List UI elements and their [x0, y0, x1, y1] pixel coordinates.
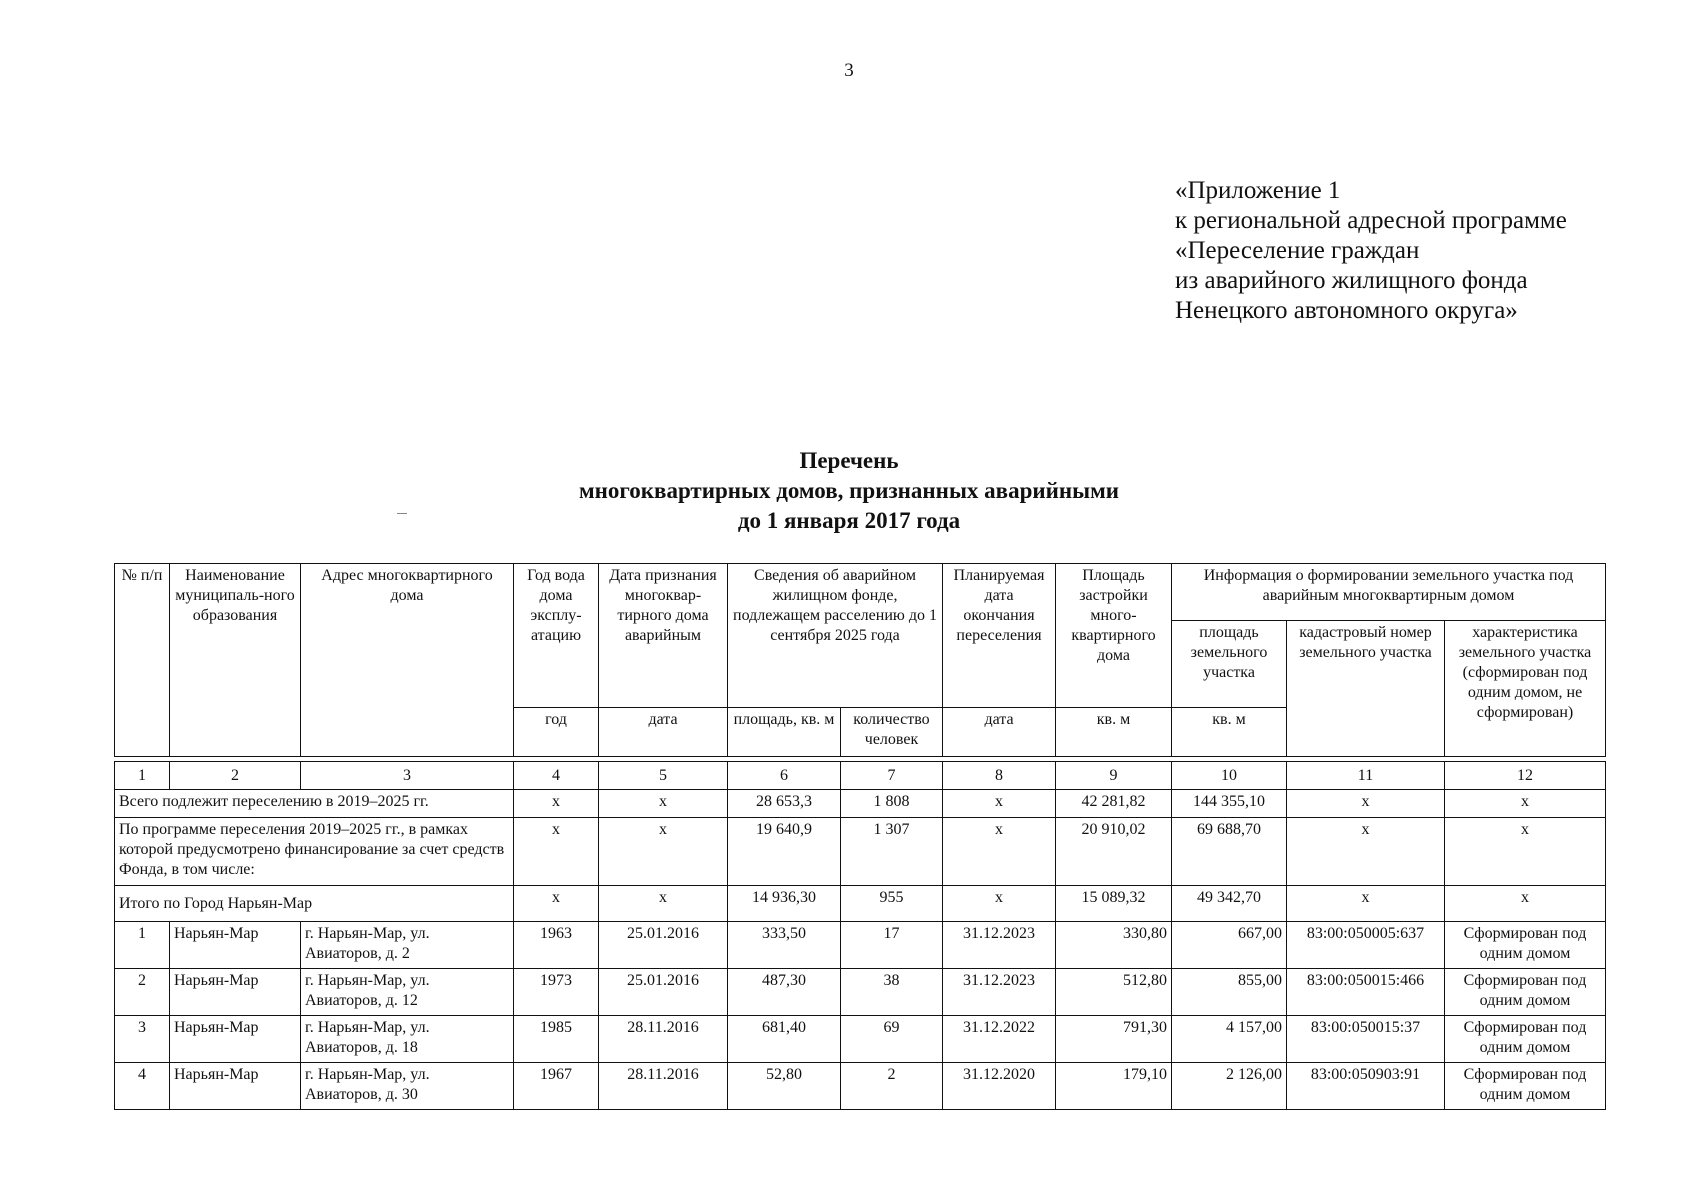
header-planned-end: Планируемая дата окончания переселения — [943, 564, 1056, 708]
header-year: Год вода дома эксплу-атацию — [514, 564, 599, 708]
header-land-info: Информация о формировании земельного участка под аварийным многоквартирным домом — [1172, 564, 1606, 621]
row-end: 31.12.2023 — [943, 969, 1056, 1016]
row-municipality: Нарьян-Мар — [170, 969, 301, 1016]
row-build: 179,10 — [1056, 1063, 1172, 1110]
row-land: 2 126,00 — [1172, 1063, 1287, 1110]
row-number: 1 — [115, 922, 170, 969]
row-char: Сформирован под одним домом — [1445, 969, 1606, 1016]
row-area: 333,50 — [728, 922, 841, 969]
total-end: х — [943, 886, 1056, 922]
title-line: до 1 января 2017 года — [737, 508, 961, 533]
total-row — [115, 818, 1606, 886]
row-year: 1985 — [514, 1016, 599, 1063]
total-cad: х — [1287, 818, 1445, 886]
header-housing-info: Сведения об аварийном жилищном фонде, подлежащем расселению до 1 сентября 2025 года — [728, 564, 943, 708]
row-end: 31.12.2020 — [943, 1063, 1056, 1110]
total-char: х — [1445, 886, 1606, 922]
total-date: х — [599, 818, 728, 886]
appendix-line: Ненецкого автономного округа» — [1175, 297, 1518, 324]
row-char: Сформирован под одним домом — [1445, 1063, 1606, 1110]
row-address: г. Нарьян-Мар, ул. Авиаторов, д. 2 — [301, 922, 514, 969]
header-municipality: Наименование муниципаль-ного образования — [170, 564, 301, 757]
unit-end-date: дата — [943, 708, 1056, 757]
row-char: Сформирован под одним домом — [1445, 922, 1606, 969]
total-build: 15 089,32 — [1056, 886, 1172, 922]
total-land: 49 342,70 — [1172, 886, 1287, 922]
unit-people: количество человек — [841, 708, 943, 757]
row-year: 1967 — [514, 1063, 599, 1110]
total-row — [115, 886, 1606, 922]
total-char: х — [1445, 790, 1606, 818]
total-label: Итого по Город Нарьян-Мар — [115, 886, 514, 922]
appendix-line: «Переселение граждан — [1175, 237, 1420, 264]
row-cadastral: 83:00:050903:91 — [1287, 1063, 1445, 1110]
column-number: 9 — [1056, 762, 1172, 790]
row-area: 487,30 — [728, 969, 841, 1016]
title-line: Перечень — [799, 448, 899, 473]
column-number: 6 — [728, 762, 841, 790]
emergency-housing-table — [114, 563, 1606, 1110]
appendix-line: к региональной адресной программе — [1175, 207, 1567, 234]
unit-date: дата — [599, 708, 728, 757]
total-cad: х — [1287, 790, 1445, 818]
table-row — [115, 922, 1606, 969]
row-address: г. Нарьян-Мар, ул. Авиаторов, д. 12 — [301, 969, 514, 1016]
total-land: 69 688,70 — [1172, 818, 1287, 886]
header-row — [115, 564, 1606, 621]
header-num: № п/п — [115, 564, 170, 757]
column-number: 2 — [170, 762, 301, 790]
total-year: х — [514, 790, 599, 818]
total-build: 42 281,82 — [1056, 790, 1172, 818]
row-build: 791,30 — [1056, 1016, 1172, 1063]
column-number: 8 — [943, 762, 1056, 790]
column-number-row — [115, 762, 1606, 790]
total-people: 1 808 — [841, 790, 943, 818]
scan-artifact — [397, 513, 407, 514]
table-row — [115, 1016, 1606, 1063]
row-year: 1963 — [514, 922, 599, 969]
row-people: 17 — [841, 922, 943, 969]
header-land-char: характеристика земельного участка (сформирован под одним домом, не сформирован) — [1445, 621, 1606, 757]
total-date: х — [599, 886, 728, 922]
total-row — [115, 790, 1606, 818]
table-row — [115, 969, 1606, 1016]
total-area: 19 640,9 — [728, 818, 841, 886]
row-municipality: Нарьян-Мар — [170, 1063, 301, 1110]
row-area: 52,80 — [728, 1063, 841, 1110]
row-build: 330,80 — [1056, 922, 1172, 969]
header-recognition-date: Дата признания многоквар-тирного дома аварийным — [599, 564, 728, 708]
total-end: х — [943, 818, 1056, 886]
unit-land-area: кв. м — [1172, 708, 1287, 757]
unit-build-area: кв. м — [1056, 708, 1172, 757]
title-line: многоквартирных домов, признанных аварийными — [578, 478, 1119, 503]
total-char: х — [1445, 818, 1606, 886]
column-number: 5 — [599, 762, 728, 790]
column-number: 12 — [1445, 762, 1606, 790]
row-address: г. Нарьян-Мар, ул. Авиаторов, д. 30 — [301, 1063, 514, 1110]
row-date: 28.11.2016 — [599, 1016, 728, 1063]
row-people: 69 — [841, 1016, 943, 1063]
row-address: г. Нарьян-Мар, ул. Авиаторов, д. 18 — [301, 1016, 514, 1063]
row-land: 667,00 — [1172, 922, 1287, 969]
row-number: 4 — [115, 1063, 170, 1110]
row-number: 3 — [115, 1016, 170, 1063]
row-land: 855,00 — [1172, 969, 1287, 1016]
column-number: 3 — [301, 762, 514, 790]
total-land: 144 355,10 — [1172, 790, 1287, 818]
total-build: 20 910,02 — [1056, 818, 1172, 886]
total-end: х — [943, 790, 1056, 818]
row-number: 2 — [115, 969, 170, 1016]
row-end: 31.12.2023 — [943, 922, 1056, 969]
unit-area: площадь, кв. м — [728, 708, 841, 757]
row-cadastral: 83:00:050015:37 — [1287, 1016, 1445, 1063]
total-area: 28 653,3 — [728, 790, 841, 818]
column-number: 7 — [841, 762, 943, 790]
total-people: 1 307 — [841, 818, 943, 886]
row-char: Сформирован под одним домом — [1445, 1016, 1606, 1063]
row-date: 28.11.2016 — [599, 1063, 728, 1110]
total-date: х — [599, 790, 728, 818]
header-land-area: площадь земельного участка — [1172, 621, 1287, 708]
page-number: 3 — [844, 60, 854, 81]
row-end: 31.12.2022 — [943, 1016, 1056, 1063]
header-cadastral: кадастровый номер земельного участка — [1287, 621, 1445, 757]
total-label: Всего подлежит переселению в 2019–2025 гг. — [115, 790, 514, 818]
row-land: 4 157,00 — [1172, 1016, 1287, 1063]
appendix-line: «Приложение 1 — [1175, 177, 1341, 204]
appendix-note — [1175, 176, 1567, 326]
row-people: 2 — [841, 1063, 943, 1110]
row-year: 1973 — [514, 969, 599, 1016]
row-municipality: Нарьян-Мар — [170, 1016, 301, 1063]
row-municipality: Нарьян-Мар — [170, 922, 301, 969]
column-number: 4 — [514, 762, 599, 790]
row-build: 512,80 — [1056, 969, 1172, 1016]
column-number: 11 — [1287, 762, 1445, 790]
total-year: х — [514, 886, 599, 922]
total-area: 14 936,30 — [728, 886, 841, 922]
header-build-area: Площадь застройки много-квартирного дома — [1056, 564, 1172, 708]
column-number: 1 — [115, 762, 170, 790]
row-date: 25.01.2016 — [599, 922, 728, 969]
appendix-line: из аварийного жилищного фонда — [1175, 267, 1528, 294]
row-area: 681,40 — [728, 1016, 841, 1063]
header-address: Адрес многоквартирного дома — [301, 564, 514, 757]
row-date: 25.01.2016 — [599, 969, 728, 1016]
total-cad: х — [1287, 886, 1445, 922]
total-people: 955 — [841, 886, 943, 922]
total-label: По программе переселения 2019–2025 гг., в рамках которой предусмотрено финансирование за счет средств Фонда, в том числе: — [115, 818, 514, 886]
total-year: х — [514, 818, 599, 886]
row-cadastral: 83:00:050005:637 — [1287, 922, 1445, 969]
document-title — [0, 446, 1698, 536]
row-people: 38 — [841, 969, 943, 1016]
column-number: 10 — [1172, 762, 1287, 790]
table-row — [115, 1063, 1606, 1110]
unit-year: год — [514, 708, 599, 757]
row-cadastral: 83:00:050015:466 — [1287, 969, 1445, 1016]
